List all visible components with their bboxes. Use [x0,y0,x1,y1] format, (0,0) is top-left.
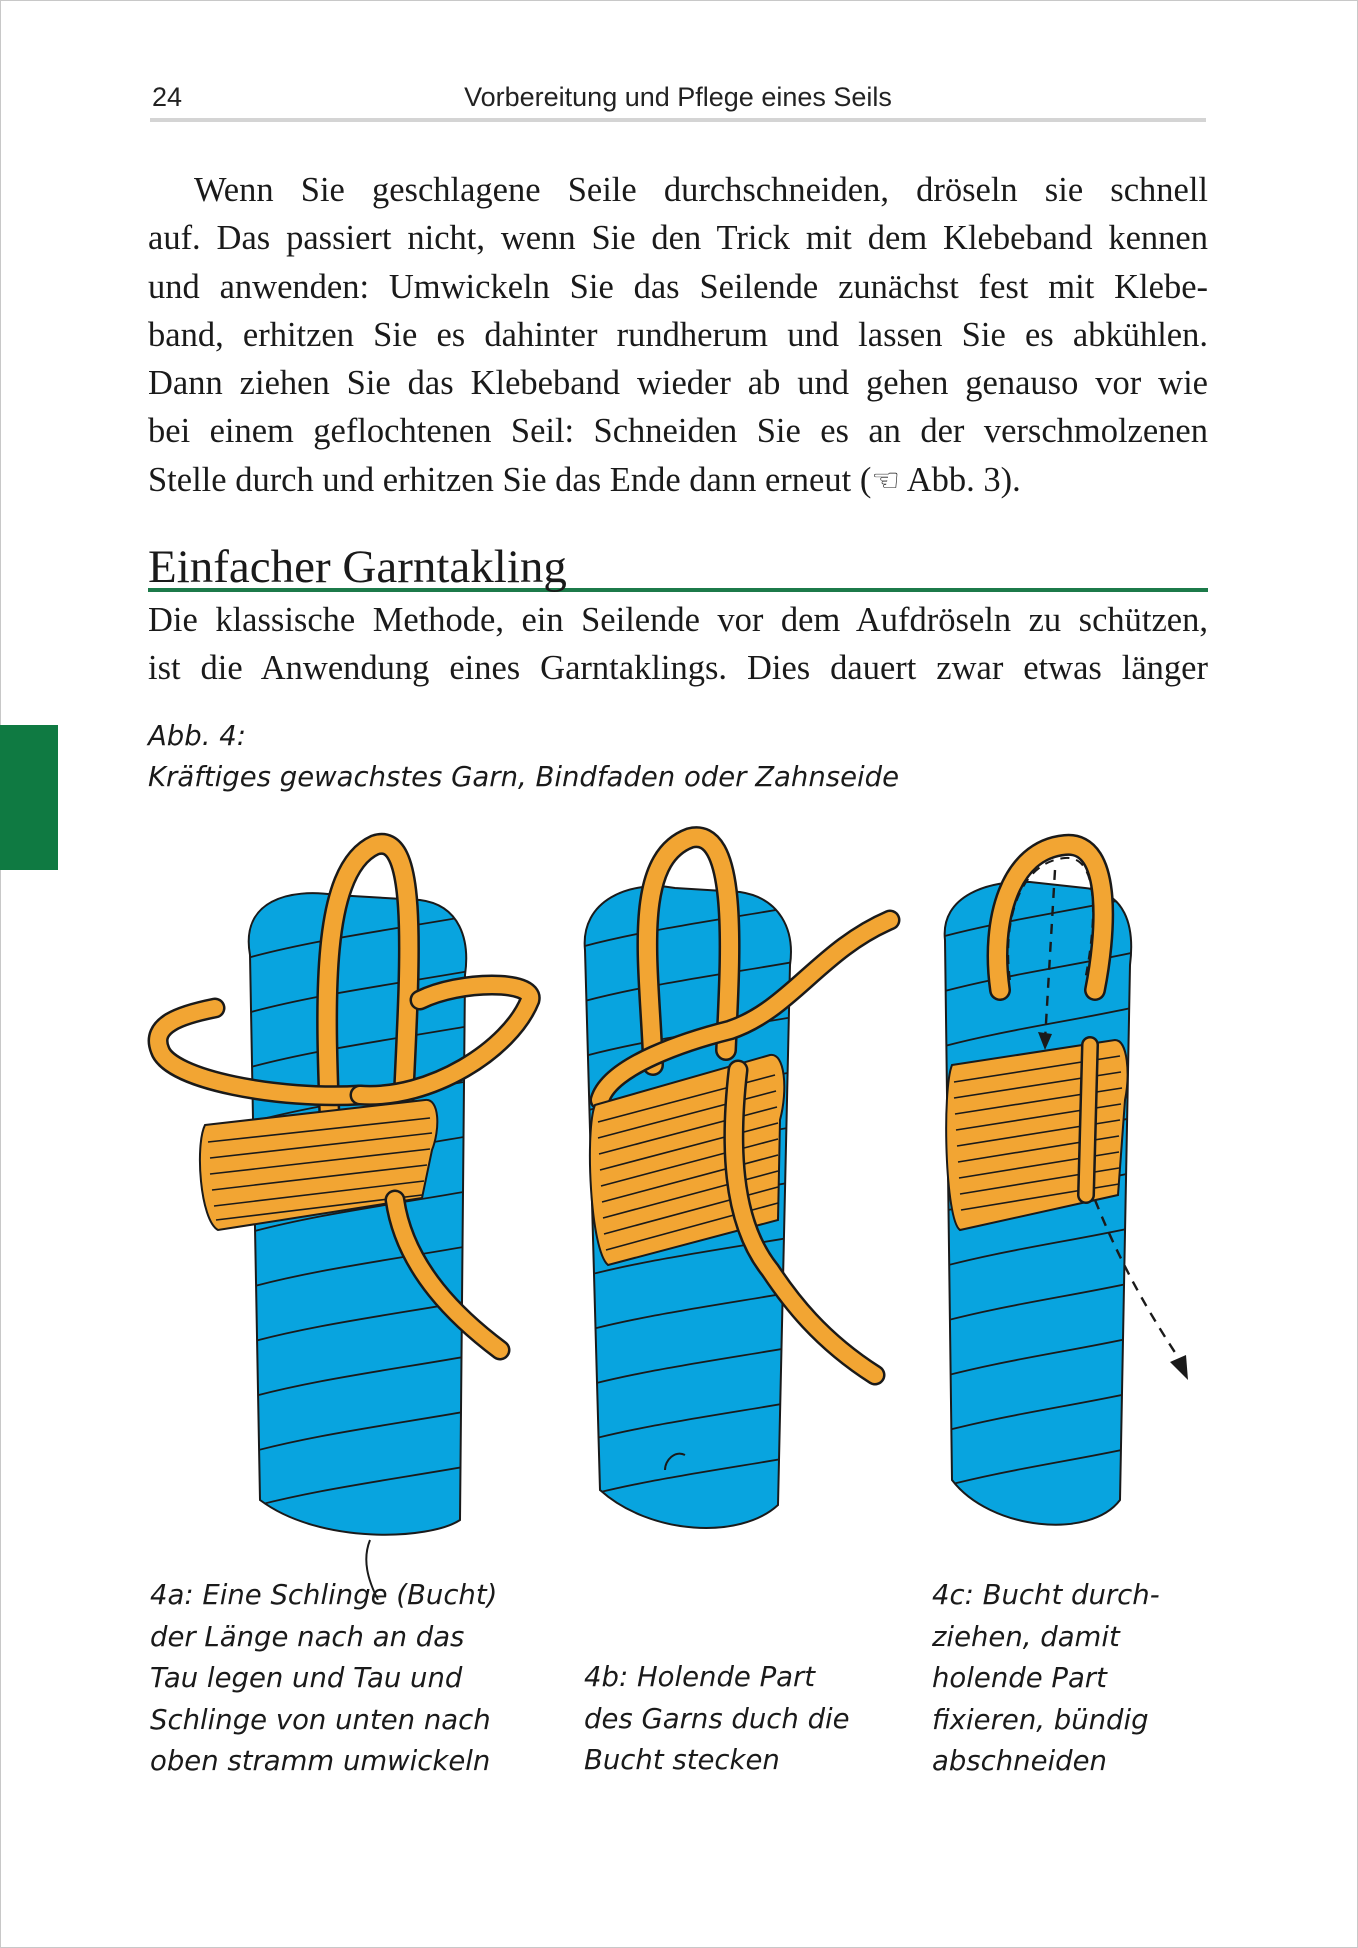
sub-caption-line: Tau legen und Tau und [150,1662,463,1694]
whipping-illustration [130,800,1230,1600]
sub-caption-line: des Garns duch die [584,1702,850,1735]
sub-caption-line: fixieren, bündig [932,1703,1149,1736]
running-head [150,78,1206,122]
running-title: Vorbereitung und Pflege eines Seils [464,82,892,112]
chapter-side-tab [0,725,58,870]
figure-caption-text: Kräftiges gewachstes Garn, Bindfaden oder Zahnseide [148,761,900,793]
paragraph-2-line: Die klassische Methode, ein Seilende vor dem Aufdröseln zu schützen, [148,601,1208,639]
sub-caption-line: oben stramm umwickeln [150,1745,491,1777]
sub-caption-4c [932,1575,1160,1783]
section-heading: Einfacher Garntakling [148,538,1208,592]
rope-4a [158,844,530,1600]
figure-label: Abb. 4: [148,720,246,752]
sub-caption-line: abschneiden [932,1745,1107,1777]
rope-4c [930,845,1188,1525]
figure-reference: Abb. 3). [900,460,1021,499]
paragraph-2 [148,596,1208,693]
sub-caption-line: der Länge nach an das [150,1620,465,1653]
sub-caption-line: 4b: Holende Part [584,1661,816,1693]
sub-caption-line: ziehen, damit [932,1620,1120,1653]
paragraph-1-line: band, erhitzen Sie es dahinter rundherum und lassen Sie es abkühlen. [148,315,1208,354]
paragraph-1-line: Wenn Sie geschlagene Seile durchschneiden, dröseln sie schnell [194,171,1208,209]
figure-caption [148,716,899,798]
sub-caption-line: holende Part [932,1662,1107,1694]
page-number: 24 [152,82,183,112]
sub-caption-line: Bucht stecken [584,1744,780,1776]
paragraph-1-line: bei einem geflochtenen Seil: Schneiden Sie es an der verschmolzenen [148,412,1208,451]
paragraph-1-line: und anwenden: Umwickeln Sie das Seilende zunächst fest mit Klebe- [148,267,1208,306]
sub-caption-4a [150,1575,497,1783]
sub-caption-4b [584,1657,850,1782]
paragraph-1-line: Dann ziehen Sie das Klebeband wieder ab und gehen genauso vor wie [148,364,1208,403]
paragraph-1 [148,166,1208,504]
sub-caption-line: 4a: Eine Schlinge (Bucht) [150,1579,498,1611]
paragraph-1-last-line [148,456,1208,504]
sub-caption-line: Schlinge von unten nach [150,1703,491,1736]
pointing-hand-icon: ☜ [871,461,900,498]
paragraph-1-line-start: Stelle durch und erhitzen Sie das Ende dann erneut ( [148,460,872,499]
rope-4b [570,837,890,1528]
paragraph-2-line: ist die Anwendung eines Garntaklings. Dies dauert zwar etwas länger [148,649,1208,688]
sub-caption-line: 4c: Bucht durch- [932,1579,1160,1611]
paragraph-1-line: auf. Das passiert nicht, wenn Sie den Trick mit dem Klebeband kennen [148,219,1208,258]
